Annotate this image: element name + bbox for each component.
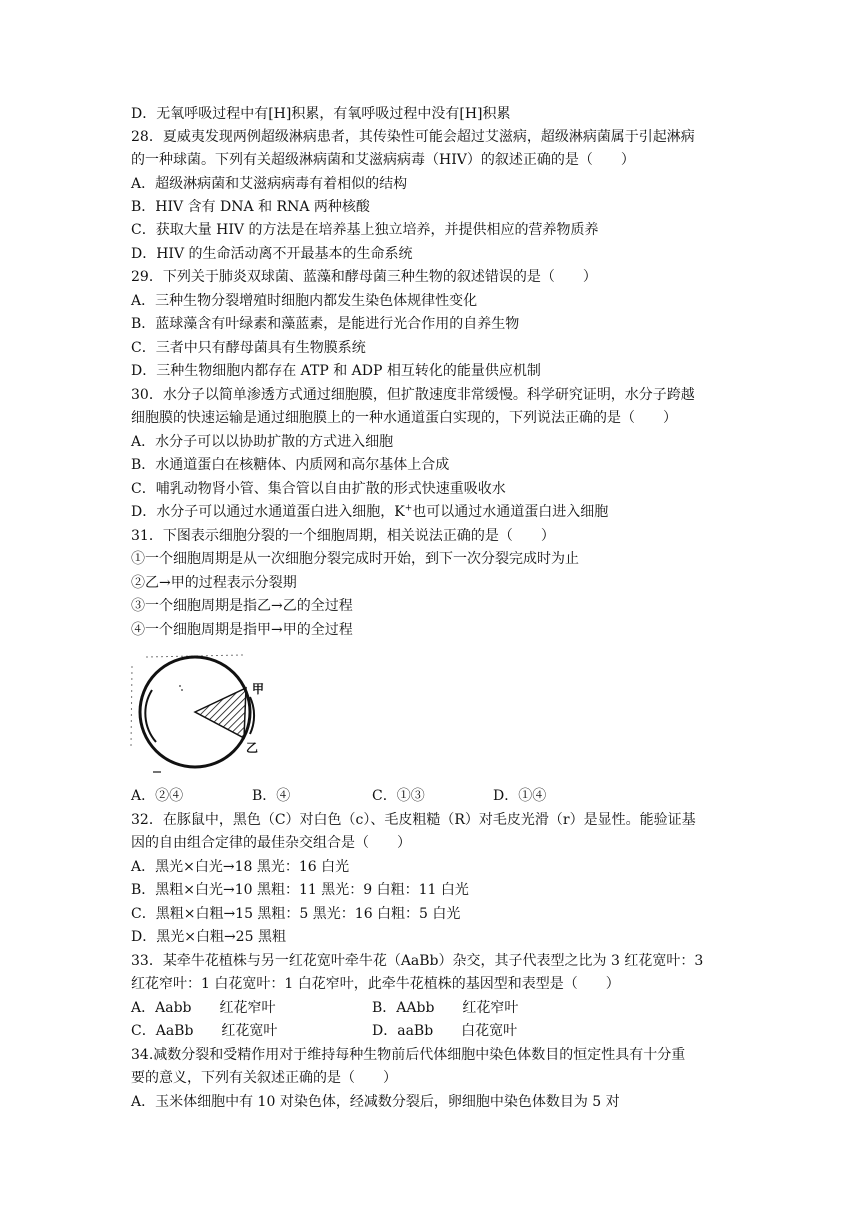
q30-option-c: C．哺乳动物肾小管、集合管以自由扩散的形式快速重吸收水 bbox=[131, 481, 506, 497]
q32-option-a: A．黑光×白光→18 黑光：16 白光 bbox=[131, 859, 350, 875]
q32-stem-line2: 因的自由组合定律的最佳杂交组合是（ ） bbox=[131, 835, 411, 851]
q30-option-d-tail: 也可以通过水通道蛋白进入细胞 bbox=[412, 504, 609, 520]
q31-option-a: A．②④ bbox=[131, 788, 184, 804]
q29-option-b: B．蓝球藻含有叶绿素和藻蓝素，是能进行光合作用的自养生物 bbox=[131, 316, 520, 332]
q31-option-c: C．①③ bbox=[372, 788, 425, 804]
q31-option-b: B．④ bbox=[252, 788, 291, 804]
q30-stem-line1: 30．水分子以简单渗透方式通过细胞膜，但扩散速度非常缓慢。科学研究证明，水分子跨越 bbox=[131, 387, 695, 403]
q33-option-d: D．aaBb 白花宽叶 bbox=[372, 1023, 518, 1039]
q32-option-b: B．黑粗×白光→10 黑粗：11 黑光：9 白粗：11 白光 bbox=[131, 882, 469, 898]
q34-option-a: A．玉米体细胞中有 10 对染色体，经减数分裂后，卵细胞中染色体数目为 5 对 bbox=[131, 1094, 620, 1110]
q31-statement-3: ③一个细胞周期是指乙→乙的全过程 bbox=[131, 598, 353, 614]
q27-option-d: D．无氧呼吸过程中有[H]积累，有氧呼吸过程中没有[H]积累 bbox=[131, 106, 511, 122]
superscript-plus: + bbox=[404, 503, 413, 514]
q31-statement-2: ②乙→甲的过程表示分裂期 bbox=[131, 575, 297, 591]
q32-option-c: C．黑粗×白粗→15 黑粗：5 黑光：16 白粗：5 白光 bbox=[131, 906, 461, 922]
q31-statement-4: ④一个细胞周期是指甲→甲的全过程 bbox=[131, 622, 353, 638]
q28-stem-line1: 28．夏威夷发现两例超级淋病患者，其传染性可能会超过艾滋病，超级淋病菌属于引起淋病 bbox=[131, 129, 695, 145]
q31-statement-1: ①一个细胞周期是从一次细胞分裂完成时开始，到下一次分裂完成时为止 bbox=[131, 551, 579, 567]
q29-option-a: A．三种生物分裂增殖时细胞内都发生染色体规律性变化 bbox=[131, 293, 478, 309]
figure-label-yi: 乙 bbox=[246, 741, 259, 755]
q34-stem-line2: 要的意义，下列有关叙述正确的是（ ） bbox=[131, 1070, 397, 1086]
q30-option-a: A．水分子可以以协助扩散的方式进入细胞 bbox=[131, 434, 394, 450]
q32-stem-line1: 32．在豚鼠中，黑色（C）对白色（c）、毛皮粗糙（R）对毛皮光滑（r）是显性。能验证基 bbox=[131, 812, 696, 828]
q33-option-b: B．AAbb 红花窄叶 bbox=[372, 1000, 519, 1016]
q29-option-d: D．三种生物细胞内都存在 ATP 和 ADP 相互转化的能量供应机制 bbox=[131, 363, 541, 379]
q34-stem-line1: 34.减数分裂和受精作用对于维持每种生物前后代体细胞中染色体数目的恒定性具有十分重 bbox=[131, 1047, 686, 1063]
q30-option-d bbox=[131, 502, 608, 522]
hatched-sector bbox=[195, 688, 246, 738]
figure-label-jia: 甲 bbox=[252, 682, 265, 696]
q33-option-a: A．Aabb 红花窄叶 bbox=[131, 1000, 276, 1016]
q30-option-d-head: D．水分子可以通过水通道蛋白进入细胞，K bbox=[131, 504, 405, 520]
q29-option-c: C．三者中只有酵母菌具有生物膜系统 bbox=[131, 340, 366, 356]
q30-option-b: B．水通道蛋白在核糖体、内质网和高尔基体上合成 bbox=[131, 457, 450, 473]
q32-option-d: D．黑光×白粗→25 黑粗 bbox=[131, 929, 286, 945]
q28-option-d: D．HIV 的生命活动离不开最基本的生命系统 bbox=[131, 246, 413, 262]
q33-stem-line1: 33．某牵牛花植株与另一红花宽叶牵牛花（AaBb）杂交，其子代表型之比为 3 红花宽叶：3 bbox=[131, 953, 704, 969]
q28-option-c: C．获取大量 HIV 的方法是在培养基上独立培养，并提供相应的营养物质养 bbox=[131, 222, 599, 238]
q28-stem-line2: 的一种球菌。下列有关超级淋病菌和艾滋病病毒（HIV）的叙述正确的是（ ） bbox=[131, 152, 635, 168]
q29-stem: 29．下列关于肺炎双球菌、蓝藻和酵母菌三种生物的叙述错误的是（ ） bbox=[131, 269, 597, 285]
q28-option-a: A．超级淋病菌和艾滋病病毒有着相似的结构 bbox=[131, 176, 408, 192]
cell-cycle-figure bbox=[128, 652, 278, 777]
q33-option-c: C．AaBb 红花宽叶 bbox=[131, 1023, 278, 1039]
cell-cycle-diagram bbox=[128, 652, 278, 777]
q33-stem-line2: 红花窄叶：1 白花宽叶：1 白花窄叶，此牵牛花植株的基因型和表型是（ ） bbox=[131, 976, 620, 992]
q30-stem-line2: 细胞膜的快速运输是通过细胞膜上的一种水通道蛋白实现的，下列说法正确的是（ ） bbox=[131, 410, 677, 426]
q31-option-d: D．①④ bbox=[493, 788, 547, 804]
q31-stem: 31．下图表示细胞分裂的一个细胞周期，相关说法正确的是（ ） bbox=[131, 528, 555, 544]
q28-option-b: B．HIV 含有 DNA 和 RNA 两种核酸 bbox=[131, 199, 370, 215]
